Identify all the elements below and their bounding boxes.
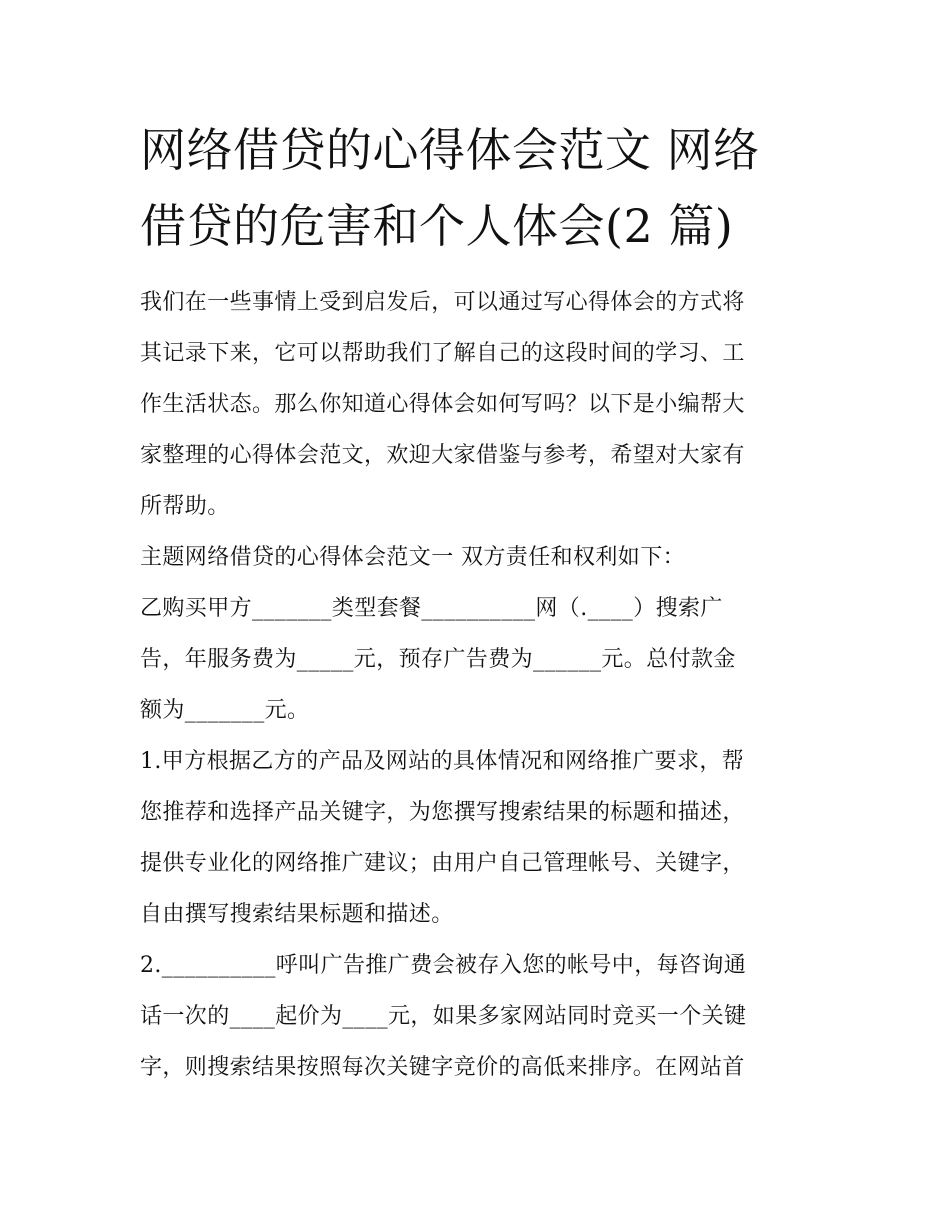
clause-2 <box>140 940 820 1093</box>
intro-line-3: 作生活状态。那么你知道心得体会如何写吗？以下是小编帮大 <box>140 392 745 417</box>
clause-1-line-3: 提供专业化的网络推广建议；由用户自己管理帐号、关键字， <box>140 851 745 876</box>
clause-1-line-1: 1.甲方根据乙方的产品及网站的具体情况和网络推广要求，帮 <box>140 749 745 774</box>
contract-line-3: 额为_______元。 <box>140 698 310 723</box>
clause-1-line-4: 自由撰写搜索结果标题和描述。 <box>140 902 454 927</box>
contract-line-2: 告，年服务费为_____元，预存广告费为______元。总付款金 <box>140 647 736 672</box>
title-line-2: 借贷的危害和个人体会(2 篇) <box>140 199 734 253</box>
section-heading-text: 主题网络借贷的心得体会范文一 双方责任和权利如下： <box>140 545 685 570</box>
intro-paragraph <box>140 277 820 532</box>
intro-line-4: 家整理的心得体会范文，欢迎大家借鉴与参考，希望对大家有 <box>140 443 745 468</box>
document-body <box>140 277 820 1093</box>
clause-1-line-2: 您推荐和选择产品关键字，为您撰写搜索结果的标题和描述， <box>140 800 745 825</box>
document-title <box>140 112 820 264</box>
intro-line-2: 其记录下来，它可以帮助我们了解自己的这段时间的学习、工 <box>140 341 745 366</box>
intro-line-5: 所帮助。 <box>140 494 230 519</box>
contract-paragraph <box>140 583 820 736</box>
intro-line-1: 我们在一些事情上受到启发后，可以通过写心得体会的方式将 <box>140 290 745 315</box>
section-heading <box>140 532 820 583</box>
clause-2-line-1: 2.__________呼叫广告推广费会被存入您的帐号中，每咨询通 <box>140 953 747 978</box>
clause-2-line-3: 字，则搜索结果按照每次关键字竞价的高低来排序。在网站首 <box>140 1055 745 1080</box>
title-line-1: 网络借贷的心得体会范文 网络 <box>140 123 760 177</box>
clause-1 <box>140 736 820 940</box>
contract-line-1: 乙购买甲方_______类型套餐__________网（.____）搜索广 <box>140 596 723 621</box>
clause-2-line-2: 话一次的____起价为____元，如果多家网站同时竞买一个关键 <box>140 1004 747 1029</box>
